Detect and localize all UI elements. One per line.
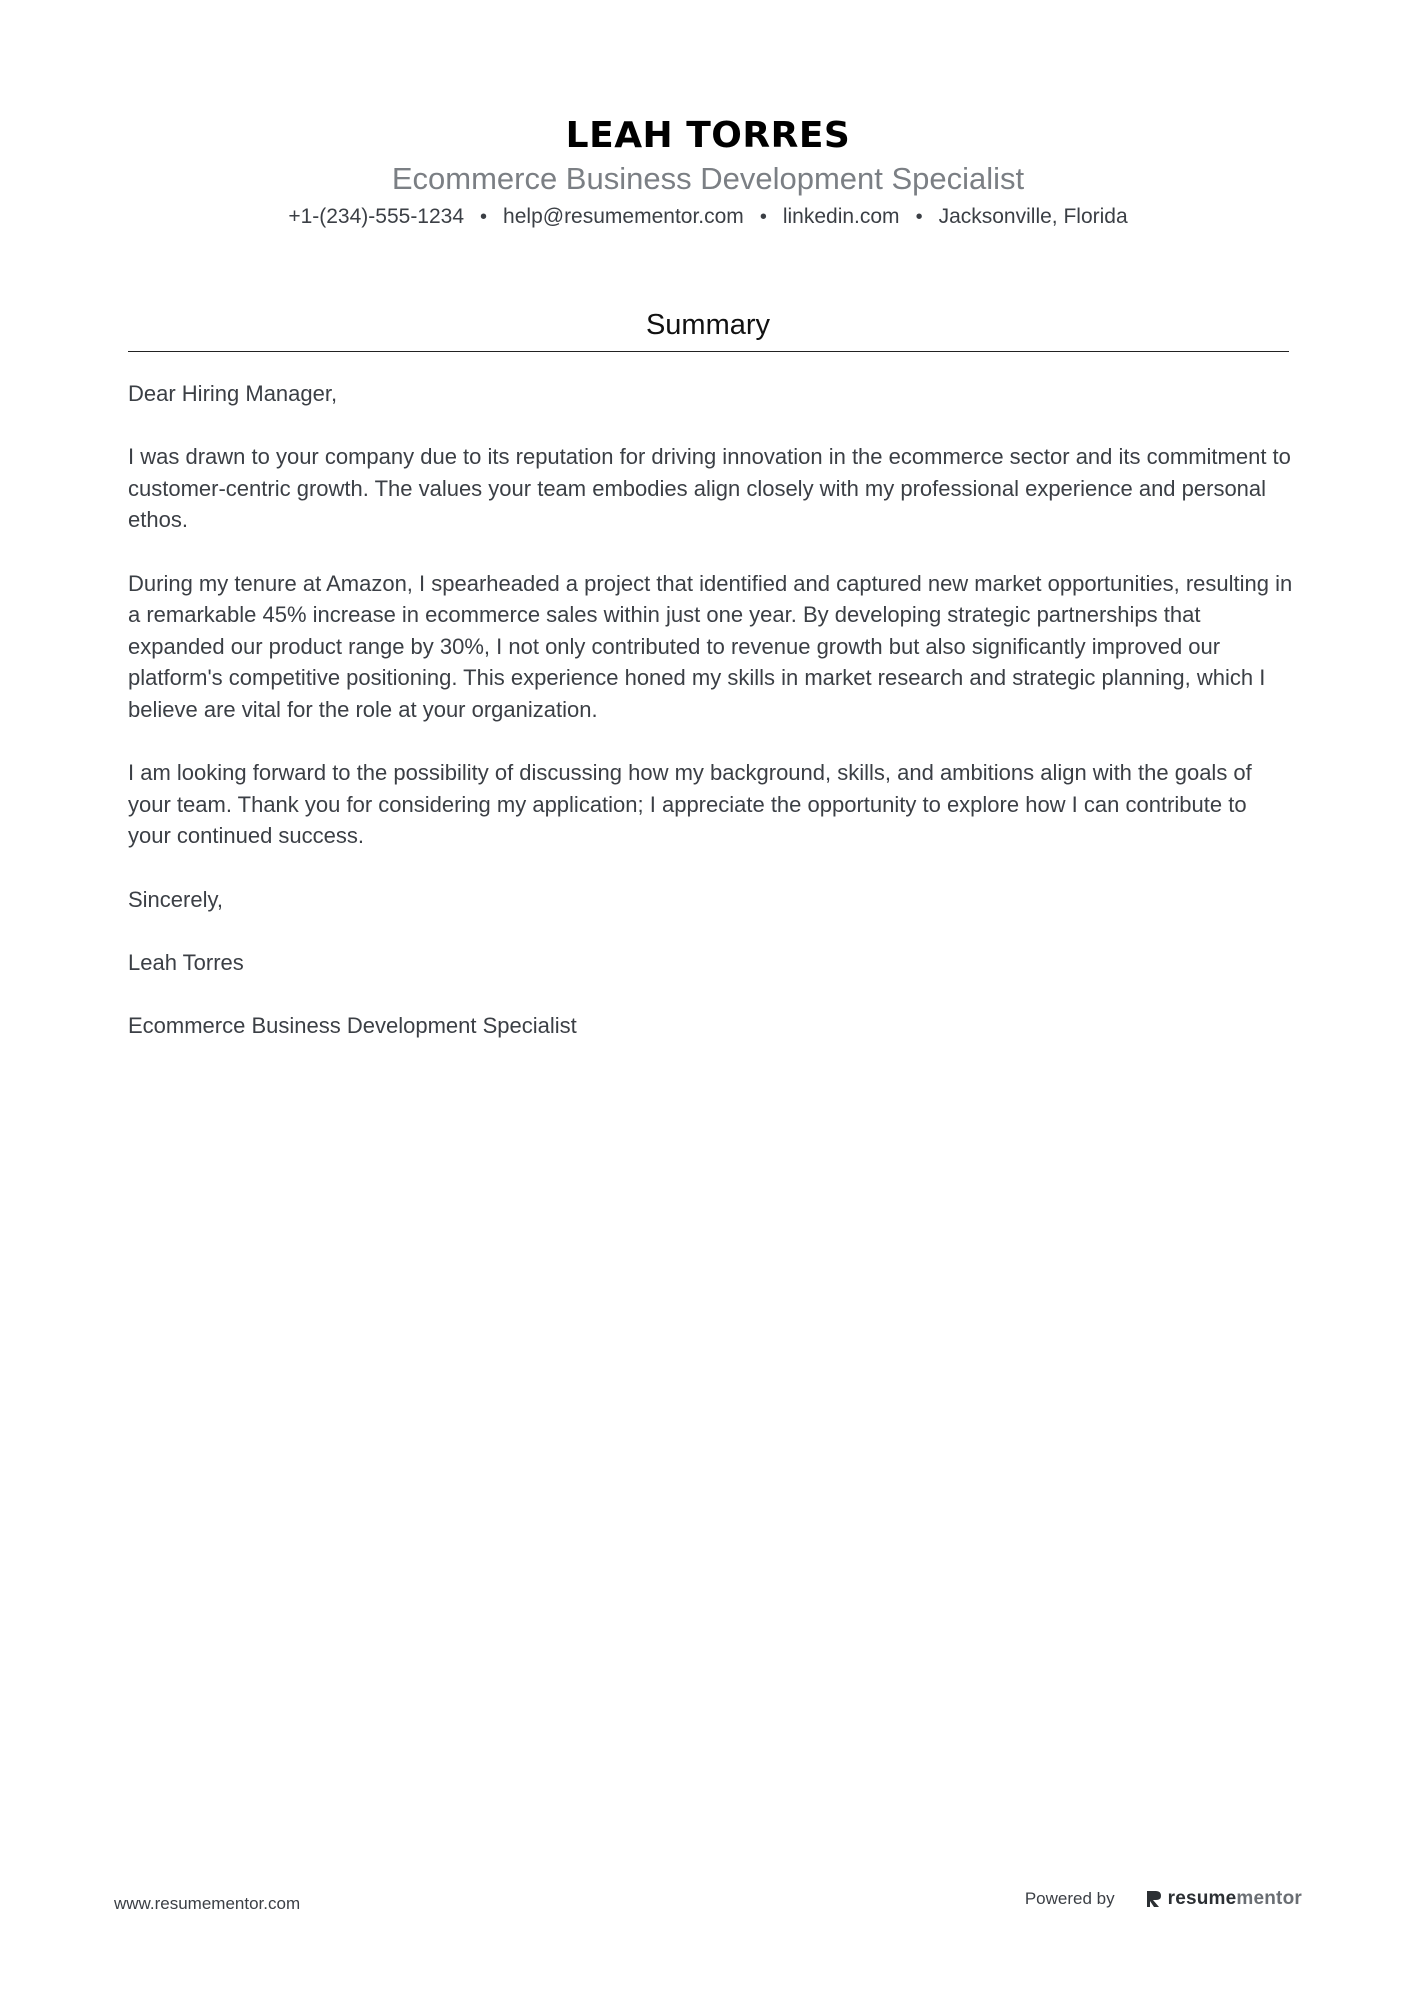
contact-location: Jacksonville, Florida <box>938 205 1128 228</box>
contact-separator: • <box>915 206 923 228</box>
footer-branding <box>1025 1888 1302 1910</box>
contact-email[interactable]: help@resumementor.com <box>503 205 744 228</box>
contact-line <box>128 204 1288 230</box>
section-heading-summary: Summary <box>645 309 771 341</box>
candidate-name: LEAH TORRES <box>565 115 851 156</box>
footer-website[interactable]: www.resumementor.com <box>114 1894 301 1913</box>
contact-separator: • <box>480 206 488 228</box>
candidate-title: Ecommerce Business Development Specialist <box>391 161 1025 196</box>
closing: Sincerely, <box>128 886 223 912</box>
powered-by-label: Powered by <box>1024 1889 1115 1908</box>
brand-wordmark-part2: mentor <box>1236 1888 1302 1909</box>
paragraph-1: I was drawn to your company due to its reputation for driving innovation in the ecommerce sector and its commitment to customer-centric growth. The values your team embodies align closely with my professional experience and personal ethos. <box>128 444 1291 533</box>
signature-name: Leah Torres <box>128 949 244 975</box>
resumementor-logo-icon <box>1145 1889 1163 1909</box>
brand-wordmark-part1: resume <box>1167 1888 1237 1909</box>
header <box>128 112 1288 230</box>
signature-title: Ecommerce Business Development Specialist <box>128 1012 577 1038</box>
section-divider <box>128 351 1289 352</box>
contact-phone: +1-(234)-555-1234 <box>288 205 465 228</box>
contact-separator: • <box>759 206 767 228</box>
letter-body <box>128 378 1293 1073</box>
salutation: Dear Hiring Manager, <box>128 381 338 406</box>
brand-wordmark[interactable] <box>1168 1888 1302 1910</box>
paragraph-2: During my tenure at Amazon, I spearheaded a project that identified and captured new market opportunities, resulting in a remarkable 45% increase in ecommerce sales within just one year. By developing strategic partnerships that expanded our product range by 30%, I not only contributed to revenue growth but also significantly improved our platform's competitive positioning. This experience honed my skills in market research and strategic planning, which I believe are vital for the role at your organization. <box>128 570 1293 722</box>
contact-linkedin[interactable]: linkedin.com <box>782 205 900 228</box>
paragraph-3: I am looking forward to the possibility of discussing how my background, skills, and ambitions align with the goals of your team. Thank you for considering my application; I appreciate the opportunity to explore how I can contribute to your continued success. <box>128 760 1252 849</box>
